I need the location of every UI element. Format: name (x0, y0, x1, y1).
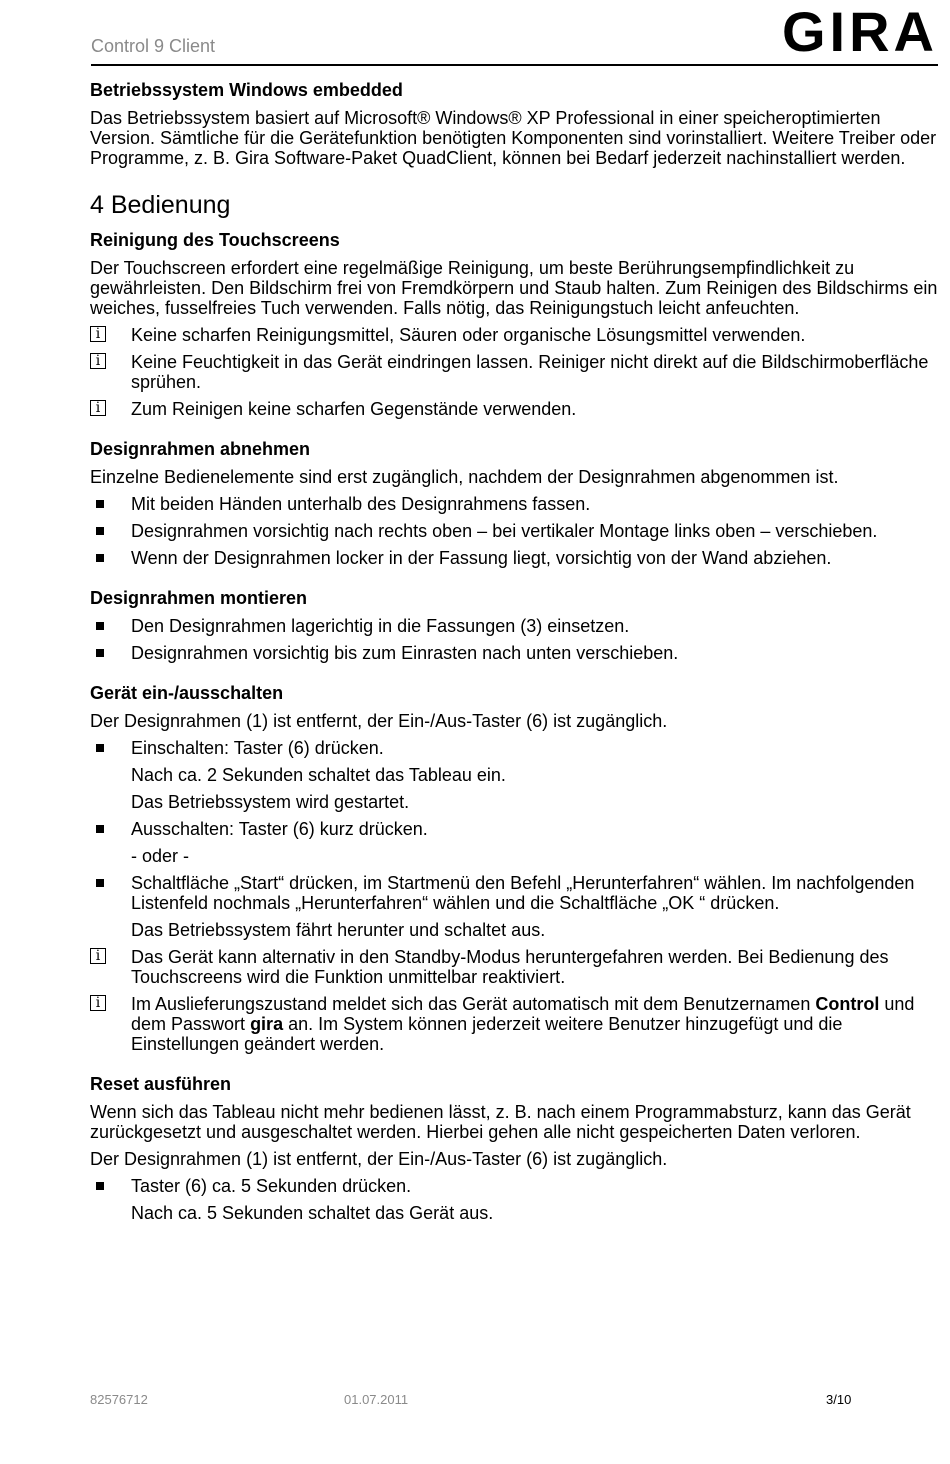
bullet-square-icon (96, 527, 104, 535)
footer-date: 01.07.2011 (344, 1392, 409, 1407)
list-item-text: Den Designrahmen lagerichtig in die Fassungen (3) einsetzen. (131, 616, 630, 636)
bullet-square-icon (96, 622, 104, 630)
section-heading-cleaning: Reinigung des Touchscreens (90, 230, 340, 250)
brand-logo: GIRA (782, 0, 938, 63)
document-title: Control 9 Client (91, 36, 216, 56)
note-text (131, 994, 914, 1054)
list-item (90, 819, 938, 839)
note-text: Keine Feuchtigkeit in das Gerät eindringen lassen. Reiniger nicht direkt auf die Bildschirmoberfläche sprühen. (131, 352, 929, 392)
section-heading-windows: Betriebssystem Windows embedded (90, 80, 403, 100)
list-item-text: Schaltfläche „Start“ drücken, im Startmenü den Befehl „Herunterfahren“ wählen. Im nachfolgenden Listenfeld nochmals „Herunterfahren“ wählen und die Schaltfläche „OK “ drücken. (131, 873, 915, 913)
note-item (90, 325, 938, 345)
result-text: Das Betriebssystem fährt herunter und schaltet aus. (131, 920, 546, 940)
section-heading-reset: Reset ausführen (90, 1074, 232, 1094)
list-item-text: Ausschalten: Taster (6) kurz drücken. (131, 819, 428, 839)
list-item-text: Taster (6) ca. 5 Sekunden drücken. (131, 1176, 412, 1196)
note-login-text-1: Im Auslieferungszustand meldet sich das Gerät automatisch mit dem Benutzernamen (131, 994, 811, 1014)
bullet-square-icon (96, 1182, 104, 1190)
note-item (90, 947, 938, 987)
info-icon: i (90, 326, 106, 342)
reset-paragraph-1: Wenn sich das Tableau nicht mehr bedienen lässt, z. B. nach einem Programmabsturz, kann das Gerät zurückgesetzt und ausgeschaltet werden. Hierbei gehen alle nicht gespeicherten Daten verloren. (90, 1102, 911, 1142)
section-heading-power: Gerät ein-/ausschalten (90, 683, 284, 703)
section-heading-frame-mount: Designrahmen montieren (90, 588, 308, 608)
list-item-text: Designrahmen vorsichtig bis zum Einrasten nach unten verschieben. (131, 643, 679, 663)
default-username: Control (815, 994, 880, 1014)
list-item (90, 494, 938, 514)
footer-doc-number: 82576712 (90, 1392, 148, 1407)
windows-paragraph: Das Betriebssystem basiert auf Microsoft® Windows® XP Professional in einer speicheroptimierten Version. Sämtliche für die Gerätefunktion benötigten Komponenten sind vorinstalliert. Weitere Treiber oder Programme, z. B. Gira Software-Paket QuadClient, können bei Bedarf jederzeit nachinstalliert werden. (90, 108, 937, 168)
list-item (90, 873, 938, 913)
default-password: gira (250, 1014, 284, 1034)
info-icon: i (90, 400, 106, 416)
note-text: Zum Reinigen keine scharfen Gegenstände verwenden. (131, 399, 577, 419)
page-content (90, 80, 938, 1230)
list-item-text: Einschalten: Taster (6) drücken. (131, 738, 384, 758)
bullet-square-icon (96, 879, 104, 887)
frame-remove-paragraph: Einzelne Bedienelemente sind erst zugänglich, nachdem der Designrahmen abgenommen ist. (90, 467, 839, 487)
bullet-square-icon (96, 554, 104, 562)
cleaning-paragraph: Der Touchscreen erfordert eine regelmäßige Reinigung, um beste Berührungsempfindlichkeit zu gewährleisten. Den Bildschirm frei von Fremdkörpern und Staub halten. Zum Reinigen des Bildschirms ein weiches, fusselfreies Tuch verwenden. Falls nötig, das Reinigungstuch leicht anfeuchten. (90, 258, 938, 318)
footer-page-number: 3/10 (826, 1392, 852, 1407)
bullet-square-icon (96, 500, 104, 508)
note-text: Das Gerät kann alternativ in den Standby-Modus heruntergefahren werden. Bei Bedienung des Touchscreens wird die Funktion unmittelbar reaktiviert. (131, 947, 889, 987)
note-item (90, 399, 938, 419)
note-login-text-2: und dem Passwort (131, 994, 915, 1034)
note-item (90, 994, 938, 1054)
section-heading-frame-remove: Designrahmen abnehmen (90, 439, 311, 459)
note-login-text-3: an. Im System können jederzeit weitere Benutzer hinzugefügt und die Einstellungen geändert werden. (131, 1014, 843, 1054)
info-icon: i (90, 995, 106, 1011)
list-item (90, 521, 938, 541)
header-rule (91, 64, 938, 66)
list-item-text: Wenn der Designrahmen locker in der Fassung liegt, vorsichtig von der Wand abziehen. (131, 548, 832, 568)
page-header (0, 0, 950, 70)
reset-paragraph-2: Der Designrahmen (1) ist entfernt, der Ein-/Aus-Taster (6) ist zugänglich. (90, 1149, 668, 1169)
list-item (90, 548, 938, 568)
list-item (90, 738, 938, 758)
list-item-text: Mit beiden Händen unterhalb des Designrahmens fassen. (131, 494, 591, 514)
result-text: Das Betriebssystem wird gestartet. (131, 792, 410, 812)
result-text: Nach ca. 5 Sekunden schaltet das Gerät aus. (131, 1203, 494, 1223)
bullet-square-icon (96, 825, 104, 833)
list-item-text: Designrahmen vorsichtig nach rechts oben – bei vertikaler Montage links oben – verschieben. (131, 521, 878, 541)
note-text: Keine scharfen Reinigungsmittel, Säuren oder organische Lösungsmittel verwenden. (131, 325, 806, 345)
chapter-heading: 4 Bedienung (90, 191, 231, 219)
bullet-square-icon (96, 744, 104, 752)
or-separator: - oder - (131, 846, 190, 866)
list-item (90, 643, 938, 663)
list-item (90, 1176, 938, 1196)
bullet-square-icon (96, 649, 104, 657)
note-item (90, 352, 938, 392)
result-text: Nach ca. 2 Sekunden schaltet das Tableau ein. (131, 765, 506, 785)
info-icon: i (90, 948, 106, 964)
list-item (90, 616, 938, 636)
power-paragraph: Der Designrahmen (1) ist entfernt, der Ein-/Aus-Taster (6) ist zugänglich. (90, 711, 668, 731)
info-icon: i (90, 353, 106, 369)
